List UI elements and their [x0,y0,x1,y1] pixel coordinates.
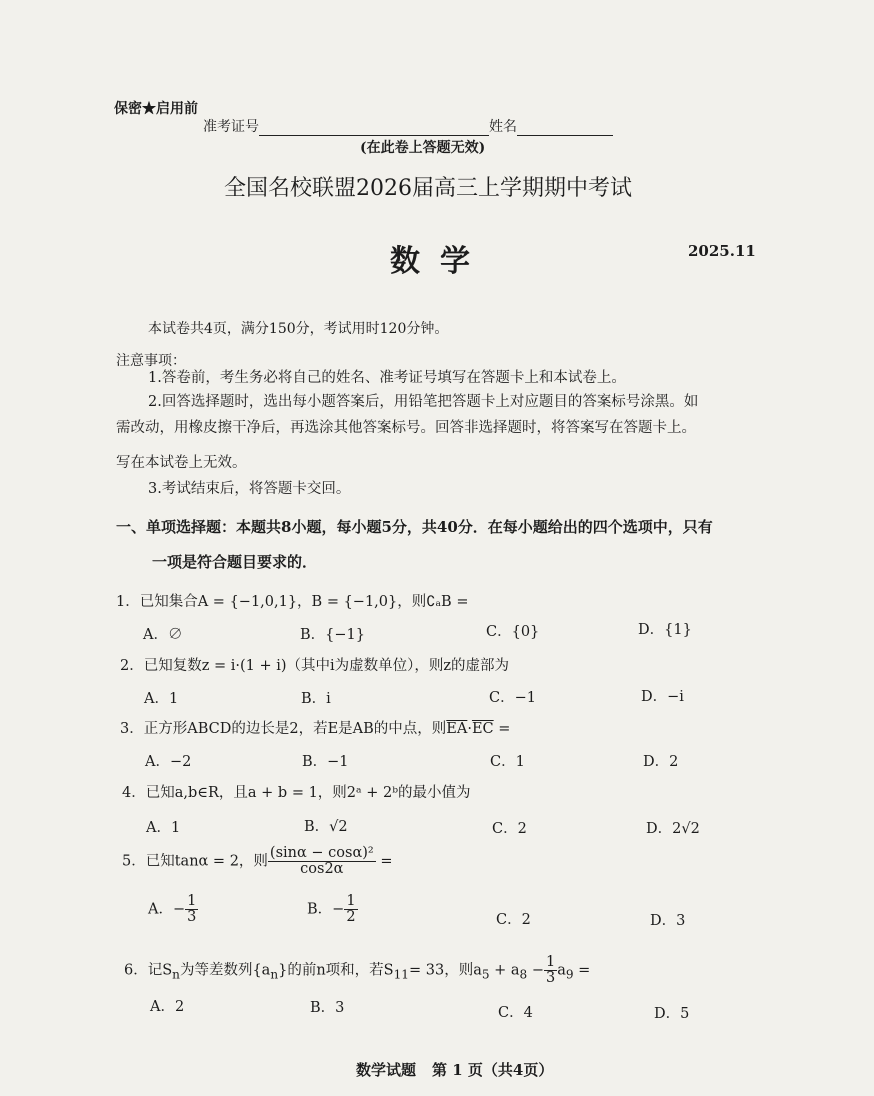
page-footer [356,1059,553,1080]
question-4-option-a: A．1 [146,820,181,836]
name-blank[interactable] [517,121,613,136]
option-b-prefix: B．− [307,901,345,918]
vector-ea: $\overline{EA}$ [446,721,468,737]
footer-total-pages: （共4页） [482,1061,554,1079]
question-1-stem: 1．已知集合A = {−1,0,1}，B = {−1,0}，则∁ₐB = [116,594,469,610]
stem-part: + a [489,962,520,979]
fraction-numerator: 1 [346,893,356,909]
question-6-option-a: A．2 [150,999,185,1015]
candidate-info-row [203,116,613,136]
fraction-denominator: 2 [346,909,356,926]
question-2-option-b: B．i [301,691,331,707]
confidential-label: 保密★启用前 [114,101,198,117]
stem-part: = 33，则a [408,962,482,979]
fraction-numerator: 1 [187,893,197,909]
subject-title: 数学 [390,244,490,279]
fraction-denominator: 3 [187,909,197,926]
question-6-fraction [544,955,557,986]
stem-part: 为等差数列{a [179,962,271,979]
subscript: 9 [565,967,574,982]
stem-part: a [557,962,566,979]
question-3-option-a: A．−2 [145,754,192,770]
question-2-option-c: C．−1 [489,690,536,706]
exam-title: 全国名校联盟2026届高三上学期期中考试 [224,176,632,201]
question-1-option-d: D．{1} [638,622,692,638]
question-2-option-a: A．1 [144,691,179,707]
question-6-stem [124,955,590,986]
stem-part: }的前n项和，若S [278,962,394,979]
question-3-stem [120,717,510,738]
question-2-stem: 2．已知复数z = i·(1 + i)（其中i为虚数单位），则z的虚部为 [120,658,510,674]
option-b-fraction [344,894,357,925]
question-2-option-d: D．−i [641,689,684,705]
dot-operator: · [467,721,472,737]
option-a-prefix: A．− [148,901,186,918]
subscript: 11 [393,967,409,982]
fraction-numerator: 1 [546,954,556,970]
invalid-note: (在此卷上答题无效) [360,140,486,156]
subscript: 8 [519,967,528,982]
question-6-option-b: B．3 [310,1000,345,1016]
footer-page-number: 第 1 页 [432,1061,483,1079]
stem-part: − [527,962,544,979]
question-1-option-b: B．{−1} [300,627,365,643]
subscript: n [172,967,180,982]
note-item-2-line-3: 写在本试卷上无效。 [116,455,247,471]
question-4-option-c: C．2 [492,821,527,837]
fraction-denominator: 3 [546,970,556,987]
equals-sign: = [493,721,511,737]
question-3-stem-text: 3．正方形ABCD的边长是2，若E是AB的中点，则 [120,721,447,737]
stem-part: 6．记S [124,962,173,979]
note-item-3: 3.考试结束后，将答题卡交回。 [148,481,351,497]
question-6-option-c: C．4 [498,1005,533,1021]
question-4-stem: 4．已知a,b∈R，且a + b = 1，则2ᵃ + 2ᵇ的最小值为 [122,785,471,801]
section-heading-continued: 一项是符合题目要求的． [152,553,318,571]
vector-ec: $\overline{EC}$ [471,721,494,737]
question-5-option-b [307,894,358,925]
question-5-stem [122,846,392,877]
question-1-option-c: C．{0} [486,624,540,640]
exam-id-label: 准考证号 [203,119,259,135]
fraction-numerator: (sinα − cosα)² [269,845,374,861]
fraction-denominator: cos2α [300,861,344,878]
question-5-option-d: D．3 [650,913,686,929]
subscript: n [270,967,279,982]
subscript: 5 [481,967,490,982]
exam-intro: 本试卷共4页，满分150分，考试用时120分钟。 [148,321,449,337]
equals-sign: = [375,853,393,870]
question-3-option-b: B．−1 [302,754,349,770]
question-3-option-d: D．2 [643,754,679,770]
equals-sign: = [573,962,591,979]
name-label: 姓名 [489,119,517,135]
question-5-option-c: C．2 [496,912,531,928]
exam-id-blank[interactable] [259,121,489,136]
note-item-1: 1.答卷前，考生务必将自己的姓名、准考证号填写在答题卡上和本试卷上。 [148,370,626,386]
question-4-option-b: B．√2 [304,819,348,835]
option-a-fraction [185,894,198,925]
section-heading: 一、单项选择题：本题共8小题，每小题5分，共40分．在每小题给出的四个选项中，只有 [116,518,713,536]
question-5-stem-text: 5．已知tanα = 2，则 [122,853,268,870]
note-item-2-line-1: 2.回答选择题时，选出每小题答案后，用铅笔把答题卡上对应题目的答案标号涂黑。如 [148,394,699,410]
question-1-option-a: A．∅ [143,627,183,643]
footer-subject: 数学试题 [356,1061,417,1079]
question-5-fraction [268,846,376,877]
note-item-2-line-2: 需改动，用橡皮擦干净后，再选涂其他答案标号。回答非选择题时，将答案写在答题卡上。 [116,420,696,436]
exam-date: 2025.11 [688,242,756,260]
question-6-option-d: D．5 [654,1006,690,1022]
question-4-option-d: D．2√2 [646,821,700,837]
question-5-option-a [148,894,198,925]
question-3-option-c: C．1 [490,754,525,770]
notes-heading: 注意事项： [116,353,186,369]
